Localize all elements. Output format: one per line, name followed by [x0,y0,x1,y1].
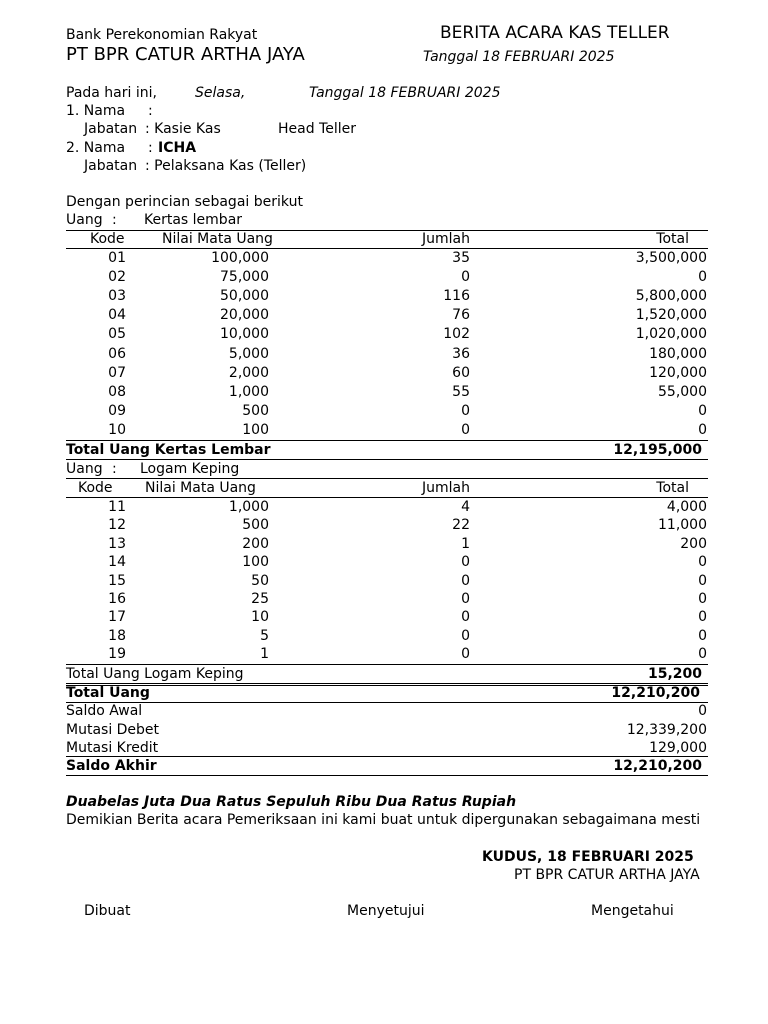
total-uang-value: 12,210,200 [611,685,700,701]
paper-uang-label: Uang [66,212,103,228]
bank-type-label: Bank Perekonomian Rakyat [66,27,258,43]
cell-nilai: 500 [242,517,269,534]
cell-jumlah: 0 [461,269,470,286]
amount-in-words: Duabelas Juta Dua Ratus Sepuluh Ribu Dua Ratus Rupiah [66,794,517,810]
cell-nilai: 10,000 [220,326,269,343]
mutasi-debet-value: 12,339,200 [626,722,707,738]
cell-total: 120,000 [649,364,707,381]
header-jumlah: Jumlah [422,231,470,247]
table-row [66,608,708,626]
cell-jumlah: 76 [452,307,470,324]
cell-kode: 01 [108,250,126,266]
paper-total-label: Total Uang Kertas Lembar [66,442,271,458]
mutasi-debet-row [66,721,708,739]
header-jumlah: Jumlah [422,480,470,496]
cell-total: 55,000 [658,383,707,400]
mutasi-kredit-label: Mutasi Kredit [66,740,159,756]
cell-jumlah: 0 [461,591,470,607]
cell-kode: 10 [108,421,126,438]
cell-jumlah: 0 [461,646,470,663]
signature-acknowledged-by: Mengetahui [591,903,674,919]
cell-nilai: 2,000 [228,364,269,381]
cell-kode: 19 [108,646,126,663]
paper-type: Kertas lembar [144,212,243,228]
table-row [66,627,708,645]
cell-total: 1,020,000 [635,326,707,343]
cell-kode: 13 [108,535,126,552]
saldo-awal-value: 0 [698,703,707,719]
cell-kode: 04 [108,307,126,324]
cell-jumlah: 35 [452,250,470,266]
cell-jumlah: 0 [461,609,470,626]
table-row [66,306,708,324]
table-row [66,553,708,571]
cell-jumlah: 0 [461,627,470,644]
cell-jumlah: 102 [443,326,470,343]
person2-name: ICHA [158,140,197,156]
cell-jumlah: 116 [443,288,470,305]
intro-date: Tanggal 18 FEBRUARI 2025 [309,85,501,101]
cell-kode: 14 [108,554,126,571]
cell-total: 200 [680,535,707,552]
signature-approved-by: Menyetujui [347,903,425,919]
person2-jabatan-value: : Pelaksana Kas (Teller) [145,158,307,174]
table-row [66,383,708,401]
cell-jumlah: 4 [461,499,470,515]
paper-total-value: 12,195,000 [613,442,702,458]
table-row [66,535,708,553]
person1-name-label: 1. Nama [66,103,126,119]
table-row [66,516,708,534]
pada-hari-label: Pada hari ini, [66,85,157,101]
paper-table-header [66,230,708,248]
cell-jumlah: 36 [452,345,470,362]
cell-total: 0 [698,591,707,607]
person1-name-colon: : [148,103,153,119]
cell-total: 11,000 [658,517,707,534]
cell-kode: 09 [108,402,126,419]
cell-kode: 02 [108,269,126,286]
cell-jumlah: 0 [461,554,470,571]
person1-jabatan-value: : Kasie Kas [145,121,221,137]
cell-nilai: 10 [251,609,269,626]
cell-nilai: 50,000 [220,288,269,305]
table-row [66,268,708,286]
cell-total: 4,000 [666,499,707,515]
cell-kode: 07 [108,364,126,381]
paper-uang-colon: : [112,212,117,228]
divider [66,775,708,776]
coin-total-row [66,665,708,683]
cell-nilai: 100 [242,421,269,438]
cell-nilai: 1,000 [228,383,269,400]
cell-nilai: 1,000 [228,499,269,515]
cell-jumlah: 0 [461,402,470,419]
total-uang-label: Total Uang [66,685,150,701]
table-row [66,325,708,343]
cell-kode: 12 [108,517,126,534]
person1-role: Head Teller [278,121,356,137]
table-row [66,645,708,663]
cell-total: 3,500,000 [635,250,707,266]
saldo-awal-label: Saldo Awal [66,703,143,719]
table-row [66,287,708,305]
cell-total: 0 [698,402,707,419]
cell-kode: 05 [108,326,126,343]
closing-statement: Demikian Berita acara Pemeriksaan ini kami buat untuk dipergunakan sebagaimana mesti [66,812,701,828]
cell-jumlah: 22 [452,517,470,534]
paper-total-row [66,441,708,459]
cell-total: 0 [698,554,707,571]
header-nilai: Nilai Mata Uang [145,480,256,496]
company-name: PT BPR CATUR ARTHA JAYA [66,44,305,65]
cell-nilai: 500 [242,402,269,419]
cell-kode: 03 [108,288,126,305]
cell-jumlah: 0 [461,421,470,438]
header-total: Total [656,480,689,496]
cell-nilai: 5 [260,627,269,644]
cell-nilai: 20,000 [220,307,269,324]
mutasi-debet-label: Mutasi Debet [66,722,160,738]
saldo-awal-row [66,702,708,720]
divider [66,459,708,460]
cell-nilai: 50 [251,572,269,589]
coin-type: Logam Keping [140,461,240,477]
cell-total: 0 [698,421,707,438]
cell-jumlah: 1 [461,535,470,552]
cell-total: 0 [698,627,707,644]
table-row [66,498,708,516]
coin-total-label: Total Uang Logam Keping [66,666,244,682]
day-name: Selasa, [195,85,246,101]
header-nilai: Nilai Mata Uang [162,231,273,247]
table-row [66,364,708,382]
document-date: Tanggal 18 FEBRUARI 2025 [423,49,615,65]
cell-total: 180,000 [649,345,707,362]
person1-jabatan-label: Jabatan [84,121,138,137]
saldo-akhir-value: 12,210,200 [613,758,702,774]
person2-name-label: 2. Nama [66,140,126,156]
signature-made-by: Dibuat [84,903,131,919]
cell-kode: 11 [108,499,126,515]
cell-nilai: 75,000 [220,269,269,286]
cell-nilai: 200 [242,535,269,552]
table-row [66,421,708,439]
cell-nilai: 100 [242,554,269,571]
cell-kode: 15 [108,572,126,589]
cell-jumlah: 0 [461,572,470,589]
header-kode: Kode [90,231,125,247]
detail-intro: Dengan perincian sebagai berikut [66,194,303,210]
document-title: BERITA ACARA KAS TELLER [440,23,670,43]
header-total: Total [656,231,689,247]
cell-nilai: 25 [251,591,269,607]
cell-kode: 06 [108,345,126,362]
cell-kode: 17 [108,609,126,626]
cell-total: 5,800,000 [635,288,707,305]
coin-uang-colon: : [112,461,117,477]
cell-total: 1,520,000 [635,307,707,324]
header-kode: Kode [78,480,113,496]
coin-total-value: 15,200 [647,666,702,682]
cell-total: 0 [698,572,707,589]
cell-kode: 16 [108,591,126,607]
cell-kode: 08 [108,383,126,400]
saldo-akhir-row [66,757,708,775]
table-row [66,590,708,608]
table-row [66,249,708,267]
cell-nilai: 1 [260,646,269,663]
mutasi-kredit-value: 129,000 [649,740,707,756]
person2-name-colon: : [148,140,153,156]
cell-total: 0 [698,609,707,626]
cell-total: 0 [698,269,707,286]
cell-total: 0 [698,646,707,663]
table-row [66,345,708,363]
place-date: KUDUS, 18 FEBRUARI 2025 [482,849,694,865]
cell-jumlah: 60 [452,364,470,381]
mutasi-kredit-row [66,739,708,757]
cell-nilai: 5,000 [228,345,269,362]
person2-jabatan-label: Jabatan [84,158,138,174]
footer-company: PT BPR CATUR ARTHA JAYA [514,867,700,883]
saldo-akhir-label: Saldo Akhir [66,758,157,774]
total-uang-row [66,684,708,702]
cell-jumlah: 55 [452,383,470,400]
coin-uang-label: Uang [66,461,103,477]
cell-nilai: 100,000 [211,250,269,266]
table-row [66,572,708,590]
cell-kode: 18 [108,627,126,644]
table-row [66,402,708,420]
coin-table-header [66,479,708,497]
